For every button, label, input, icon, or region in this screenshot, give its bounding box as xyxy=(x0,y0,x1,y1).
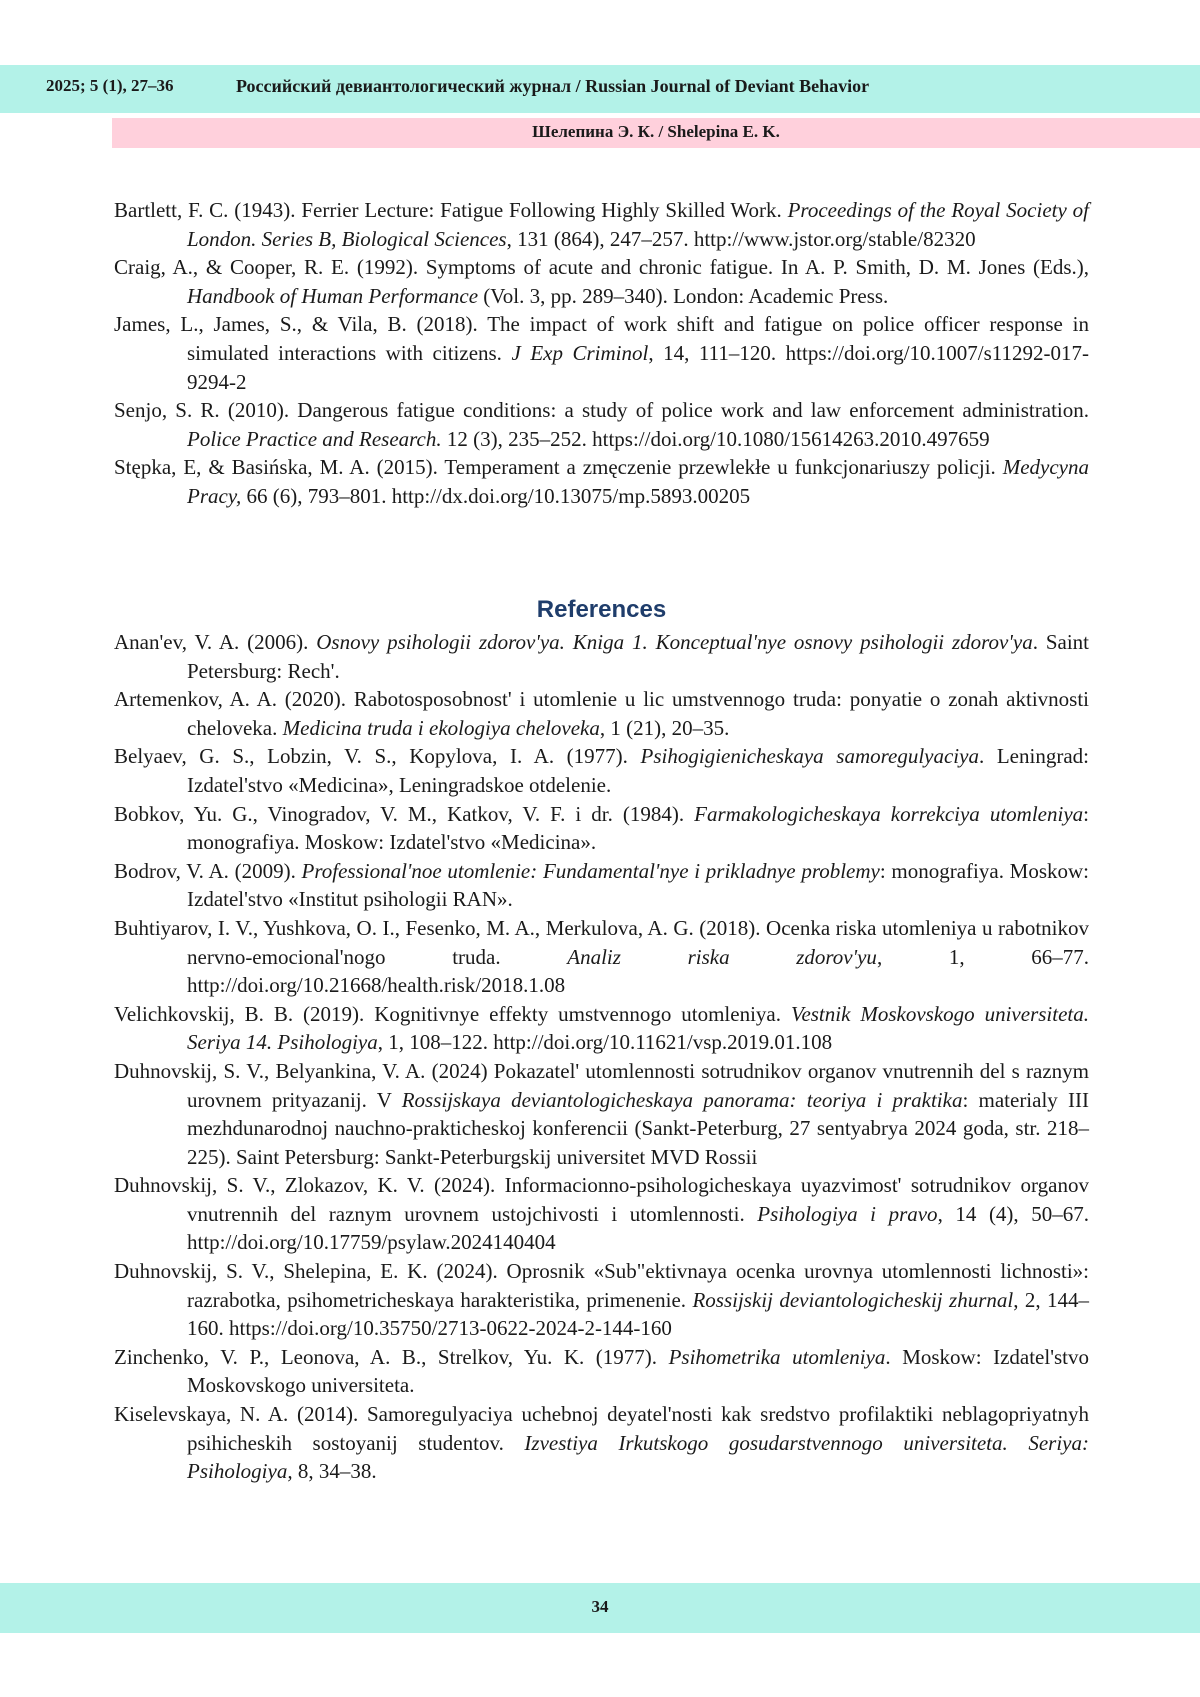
reference-item: Craig, A., & Cooper, R. E. (1992). Symptoms of acute and chronic fatigue. In A. P. Smith, D. M. Jones (Eds.), Handbook of Human Performance (Vol. 3, pp. 289–340). London: Academic Press. xyxy=(114,255,1089,308)
reference-item: Bobkov, Yu. G., Vinogradov, V. M., Katkov, V. F. i dr. (1984). Farmakologicheskaya korrekciya utomleniya: monografiya. Moskow: Izdatel'stvo «Medicina». xyxy=(114,801,1089,855)
running-authors: Шелепина Э. К. / Shelepina E. K. xyxy=(532,122,780,141)
reference-item: Bodrov, V. A. (2009). Professional'noe utomlenie: Fundamental'nye i prikladnye problemy: monografiya. Moskow: Izdatel'stvo «Institut psihologii RAN». xyxy=(114,858,1089,912)
reference-item: Kiselevskaya, N. A. (2014). Samoregulyaciya uchebnoj deyatel'nosti kak sredstvo profilaktiki neblagopriyatnyh psihicheskih sostoyanij studentov. Izvestiya Irkutskogo gosudarstvennogo universiteta. Seriya: Psihologiya, 8, 34–38. xyxy=(114,1402,1089,1484)
reference-item: Stępka, E, & Basińska, M. A. (2015). Temperament a zmęczenie przewlekłe u funkcjonariuszy policji. Medycyna Pracy, 66 (6), 793–801. http://dx.doi.org/10.13075/mp.5893.00205 xyxy=(114,455,1089,508)
issue-info: 2025; 5 (1), 27–36 xyxy=(46,76,174,95)
reference-item: Duhnovskij, S. V., Shelepina, E. K. (2024). Oprosnik «Sub"ektivnaya ocenka urovnya utomlennosti lichnosti»: razrabotka, psihometricheskaya harakteristika, primenenie. Rossijskij deviantologicheskij zhurnal, 2, 144–160. https://doi.org/10.35750/2713-0622-2024-2-144-160 xyxy=(114,1259,1090,1341)
reference-item: Zinchenko, V. P., Leonova, A. B., Strelkov, Yu. K. (1977). Psihometrika utomleniya. Moskow: Izdatel'stvo Moskovskogo universiteta. xyxy=(114,1344,1090,1398)
reference-item: Senjo, S. R. (2010). Dangerous fatigue conditions: a study of police work and law enforcement administration. Police Practice and Research. 12 (3), 235–252. https://doi.org/10.1080/15614263.2010.497659 xyxy=(114,398,1089,451)
reference-item: Velichkovskij, B. B. (2019). Kognitivnye effekty umstvennogo utomleniya. Vestnik Moskovskogo universiteta. Seriya 14. Psihologiya, 1, 108–122. http://doi.org/10.11621/vsp.2019.01.108 xyxy=(114,1001,1089,1055)
journal-title: Российский девиантологический журнал / Russian Journal of Deviant Behavior xyxy=(236,76,870,96)
page-number: 34 xyxy=(591,1597,609,1616)
literature-list xyxy=(114,196,1089,511)
reference-item: James, L., James, S., & Vila, B. (2018). The impact of work shift and fatigue on police officer response in simulated interactions with citizens. J Exp Criminol, 14, 111–120. https://doi.org/10.1007/s11292-017-9294-2 xyxy=(114,312,1089,394)
reference-item: Anan'ev, V. A. (2006). Osnovy psihologii zdorov'ya. Kniga 1. Konceptual'nye osnovy psihologii zdorov'ya. Saint Petersburg: Rech'. xyxy=(114,630,1089,683)
references-heading: References xyxy=(536,596,667,623)
reference-item: Bartlett, F. C. (1943). Ferrier Lecture: Fatigue Following Highly Skilled Work. Proceedings of the Royal Society of London. Series B, Biological Sciences, 131 (864), 247–257. http://www.jstor.org/stable/82320 xyxy=(114,198,1089,251)
reference-item: Buhtiyarov, I. V., Yushkova, O. I., Fesenko, M. A., Merkulova, A. G. (2018). Ocenka riska utomleniya u rabotnikov nervno-emocional'nogo truda. Analiz riska zdorov'yu, 1, 66–77. http://doi.org/10.21668/health.risk/2018.1.08 xyxy=(114,915,1089,998)
reference-item: Belyaev, G. S., Lobzin, V. S., Kopylova, I. A. (1977). Psihogigienicheskaya samoregulyaciya. Leningrad: Izdatel'stvo «Medicina», Leningradskoe otdelenie. xyxy=(114,744,1089,797)
reference-item: Artemenkov, A. A. (2020). Rabotosposobnost' i utomlenie u lic umstvennogo truda: ponyatie o zonah aktivnosti cheloveka. Medicina truda i ekologiya cheloveka, 1 (21), 20–35. xyxy=(114,687,1089,740)
references-list xyxy=(114,628,1089,1486)
reference-item: Duhnovskij, S. V., Belyankina, V. A. (2024) Pokazatel' utomlennosti sotrudnikov organov vnutrennih del s raznym urovnem prityazanij. V Rossijskaya deviantologicheskaya panorama: teoriya i praktika: materialy III mezhdunarodnoj nauchno-prakticheskoj konferencii (Sankt-Peterburg, 27 sentyabrya 2024 goda, str. 218–225). Saint Petersburg: Sankt-Peterburgskij universitet MVD Rossii xyxy=(114,1058,1089,1169)
reference-item: Duhnovskij, S. V., Zlokazov, K. V. (2024). Informacionno-psihologicheskaya uyazvimost' sotrudnikov organov vnutrennih del raznym urovnem ustojchivosti i utomlennosti. Psihologiya i pravo, 14 (4), 50–67. http://doi.org/10.17759/psylaw.2024140404 xyxy=(114,1173,1089,1255)
